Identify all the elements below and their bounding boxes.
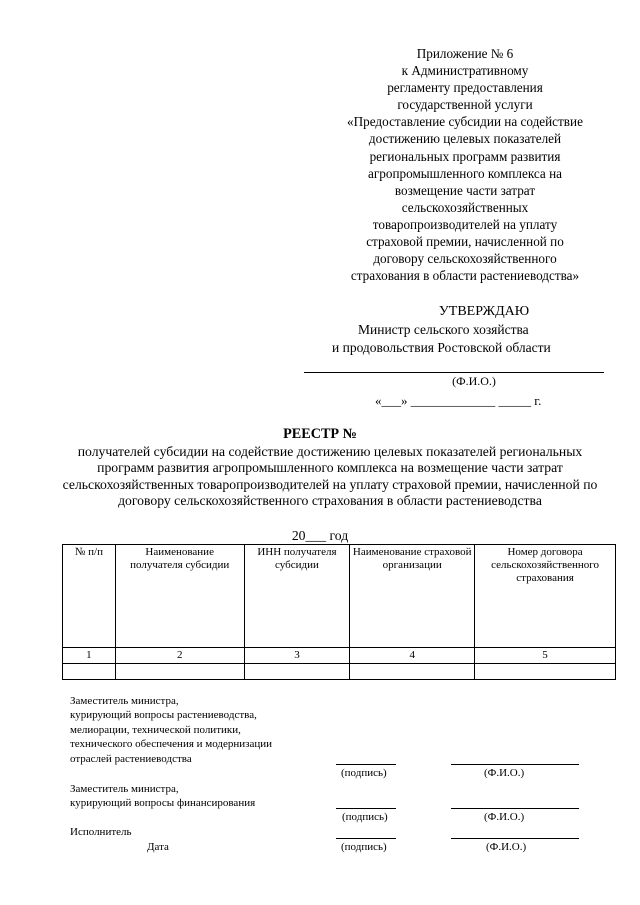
approval-fio-caption: (Ф.И.О.) (452, 374, 496, 388)
appendix-note (325, 45, 605, 284)
appendix-line: «Предоставление субсидии на содействие (347, 114, 583, 130)
approval-heading: УТВЕРЖДАЮ (438, 304, 530, 319)
table-row-numbers (63, 648, 616, 664)
deputy2-line: курирующий вопросы финансирования (70, 797, 256, 810)
registry-year: 20___ год (291, 528, 349, 543)
table-cell (350, 664, 475, 680)
col-header-contract: Номер договора сельскохозяйственного страхования (475, 545, 616, 648)
registry-description: получателей субсидии на содействие достижению целевых показателей региональных программ развития агропромышленного комплекса на возмещение части затрат сельскохозяйственных товаропроизводителей на уплату страховой премии, начисленной по договору сельскохозяйственного страхования в области растениеводства (62, 444, 598, 509)
table-cell (244, 664, 350, 680)
deputy2-fio-caption: (Ф.И.О.) (484, 811, 525, 823)
col-header-insurer: Наименование страховой организации (350, 545, 475, 648)
executor-label: Исполнитель (70, 826, 132, 838)
deputy1-signature-line (336, 764, 396, 765)
appendix-line: Приложение № 6 (416, 46, 514, 61)
deputy1-line: курирующий вопросы растениеводства, (70, 709, 257, 722)
table-cell (63, 664, 116, 680)
appendix-line: страхования в области растениеводства» (350, 268, 580, 284)
col-number-cell: 2 (115, 648, 244, 664)
table-cell (115, 664, 244, 680)
appendix-line: региональных программ развития (369, 148, 561, 164)
col-number-cell: 5 (475, 648, 616, 664)
approval-line1: Министр сельского хозяйства (358, 322, 529, 337)
executor-fio-caption: (Ф.И.О.) (486, 841, 527, 853)
col-number-cell: 3 (244, 648, 350, 664)
approval-line2: и продовольствия Ростовской области (332, 340, 551, 355)
appendix-line: государственной услуги (397, 97, 533, 113)
col-header-number: № п/п (63, 545, 116, 648)
deputy1-line: отраслей растениеводства (70, 752, 192, 765)
appendix-line: агропромышленного комплекса на (368, 165, 562, 181)
table-row-empty (63, 664, 616, 680)
approval-signature-line (304, 372, 604, 373)
deputy1-line: технического обеспечения и модернизации (70, 738, 273, 751)
appendix-line: договору сельскохозяйственного (373, 251, 557, 267)
date-label: Дата (147, 841, 169, 853)
appendix-line: к Административному (401, 63, 529, 79)
deputy1-fio-line (451, 764, 579, 765)
deputy1-line: Заместитель министра, (70, 695, 179, 707)
deputy2-signature-caption: (подпись) (342, 811, 388, 823)
deputy2-line: Заместитель министра, (70, 783, 179, 795)
deputy1-signature-caption: (подпись) (341, 767, 387, 779)
appendix-line: товаропроизводителей на уплату (372, 216, 558, 232)
executor-signature-line (336, 838, 396, 839)
executor-signature-caption: (подпись) (341, 841, 387, 853)
deputy2-block (70, 782, 340, 811)
appendix-line: возмещение части затрат (394, 182, 536, 198)
col-number-cell: 1 (63, 648, 116, 664)
table-cell (475, 664, 616, 680)
table-header-row (63, 545, 616, 648)
executor-fio-line (451, 838, 579, 839)
registry-table (62, 544, 616, 680)
deputy1-fio-caption: (Ф.И.О.) (484, 767, 525, 779)
deputy1-block (70, 694, 340, 766)
registry-title: РЕЕСТР № (283, 426, 357, 442)
deputy1-line: мелиорации, технической политики, (70, 723, 241, 736)
appendix-line: достижению целевых показателей (368, 131, 562, 147)
deputy2-signature-line (336, 808, 396, 809)
col-header-inn: ИНН получателя субсидии (244, 545, 350, 648)
appendix-line: сельскохозяйственных (401, 199, 529, 215)
appendix-line: регламенту предоставления (387, 80, 543, 96)
approval-block (325, 303, 625, 357)
col-header-recipient: Наименование получателя субсидии (115, 545, 244, 648)
deputy2-fio-line (451, 808, 579, 809)
appendix-line: страховой премии, начисленной по (366, 234, 564, 250)
col-number-cell: 4 (350, 648, 475, 664)
approval-date-line: «___» _____________ _____ г. (375, 393, 542, 408)
